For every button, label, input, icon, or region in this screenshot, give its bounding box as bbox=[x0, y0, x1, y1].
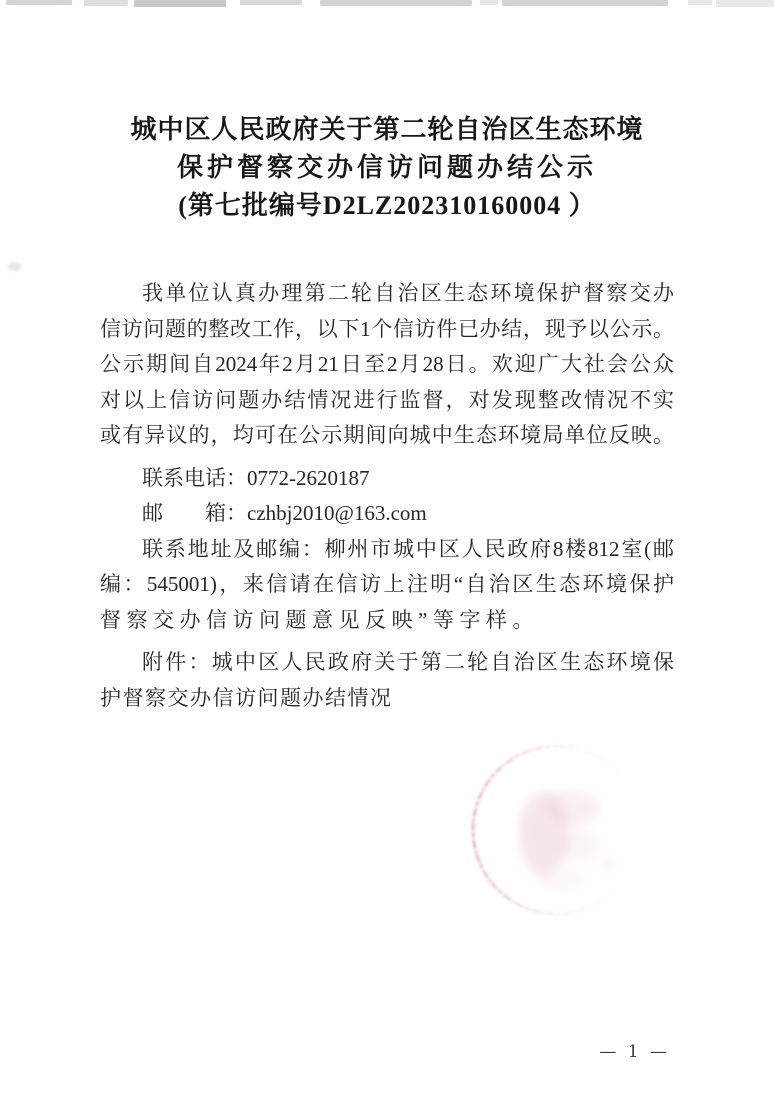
page-number: — 1 — bbox=[599, 1042, 670, 1062]
contact-address-line: 编：545001)，来信请在信访上注明“自治区生态环境保护 bbox=[100, 572, 674, 596]
attachment-line: 护督察交办信访问题办结情况 bbox=[100, 685, 393, 710]
contact-email-line: 邮 箱：czhbj2010@163.com bbox=[142, 501, 427, 525]
contact-phone-line: 联系电话：0772-2620187 bbox=[142, 465, 370, 490]
attachment-line: 附件：城中区人民政府关于第二轮自治区生态环境保 bbox=[142, 650, 674, 674]
title-line-1: 城中区人民政府关于第二轮自治区生态环境 bbox=[130, 115, 644, 144]
title-line-2: 保护督察交办信访问题办结公示 bbox=[176, 153, 597, 182]
title-line-3: (第七批编号D2LZ202310160004 ） bbox=[178, 191, 596, 220]
document-body bbox=[100, 276, 674, 716]
body-line: 信访问题的整改工作，以下1个信访件已办结，现予以公示。 bbox=[100, 316, 674, 341]
body-line: 公示期间自2024年2月21日至2月28日。欢迎广大社会公众 bbox=[100, 352, 674, 376]
document-title bbox=[0, 111, 774, 225]
body-line: 我单位认真办理第二轮自治区生态环境保护督察交办 bbox=[142, 281, 674, 305]
scan-artifact-top-edge bbox=[0, 0, 774, 10]
contact-address-line: 联系地址及邮编：柳州市城中区人民政府8楼812室(邮 bbox=[142, 536, 674, 561]
contact-address-line: 督察交办信访问题意见反映”等字样。 bbox=[100, 607, 539, 632]
official-red-seal bbox=[468, 738, 650, 930]
body-line: 对以上信访问题办结情况进行监督，对发现整改情况不实 bbox=[100, 387, 674, 412]
scan-smudge-mark bbox=[8, 262, 21, 271]
body-line: 或有异议的，均可在公示期间向城中生态环境局单位反映。 bbox=[100, 423, 674, 447]
